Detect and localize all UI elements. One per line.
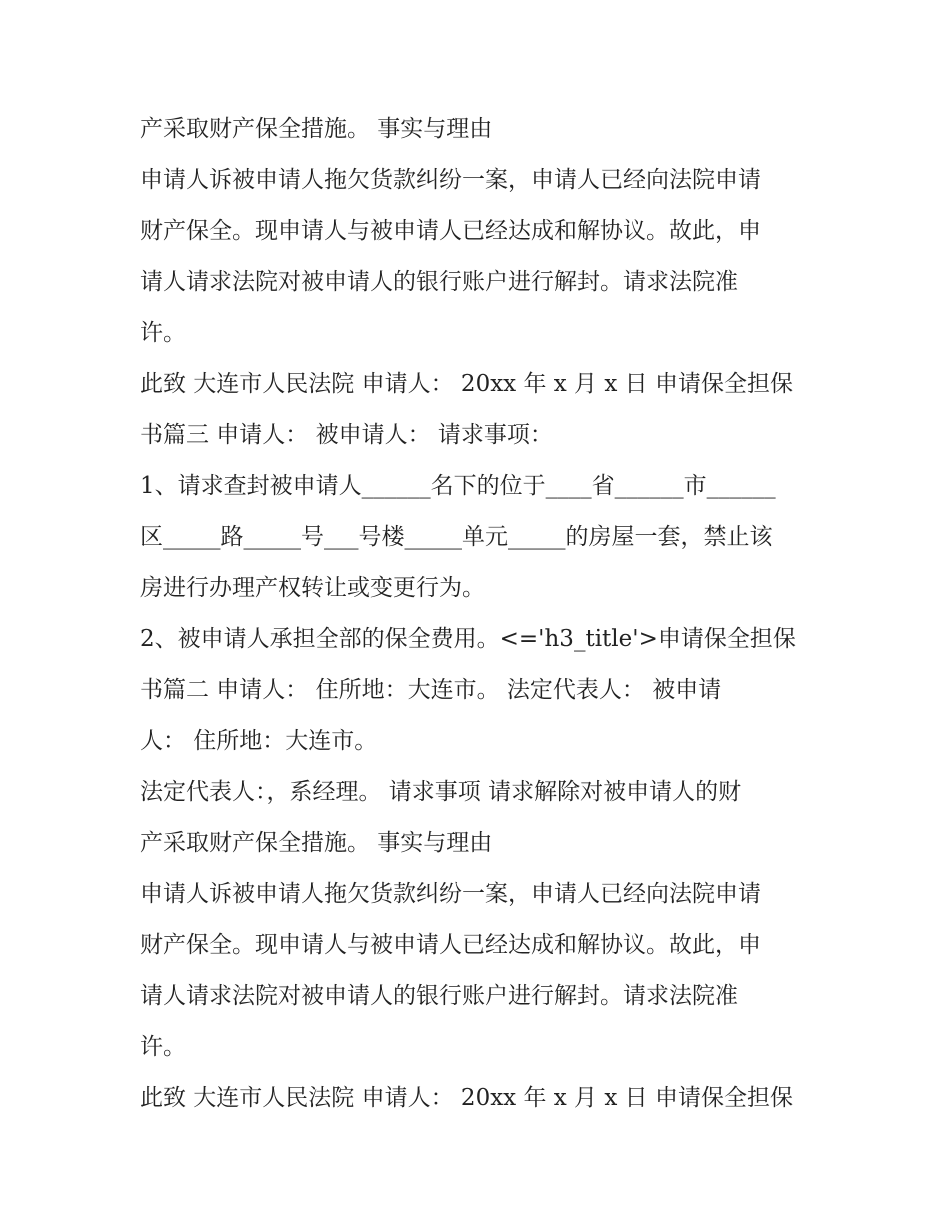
text-line-8: 1、请求查封被申请人______名下的位于____省______市______	[140, 473, 776, 499]
document-body	[140, 104, 820, 1124]
text-line-12: 书篇二 申请人： 住所地：大连市。 法定代表人： 被申请	[140, 677, 722, 703]
text-line-4: 请人请求法院对被申请人的银行账户进行解封。请求法院准	[140, 269, 738, 295]
text-line-16: 申请人诉被申请人拖欠货款纠纷一案，申请人已经向法院申请	[140, 881, 761, 907]
text-line-9: 区_____路_____号___号楼_____单元_____的房屋一套，禁止该	[140, 524, 773, 550]
text-line-17: 财产保全。现申请人与被申请人已经达成和解协议。故此，申	[140, 932, 761, 958]
text-line-1: 产采取财产保全措施。 事实与理由	[140, 116, 493, 142]
text-line-2: 申请人诉被申请人拖欠货款纠纷一案，申请人已经向法院申请	[140, 167, 761, 193]
text-line-6: 此致 大连市人民法院 申请人： 20xx 年 x 月 x 日 申请保全担保	[140, 371, 793, 397]
text-line-19: 许。	[140, 1034, 186, 1060]
text-line-18: 请人请求法院对被申请人的银行账户进行解封。请求法院准	[140, 983, 738, 1009]
text-line-11: 2、被申请人承担全部的保全费用。<='h3_title'>申请保全担保	[140, 626, 796, 652]
text-line-20: 此致 大连市人民法院 申请人： 20xx 年 x 月 x 日 申请保全担保	[140, 1085, 793, 1111]
text-line-3: 财产保全。现申请人与被申请人已经达成和解协议。故此，申	[140, 218, 761, 244]
text-line-7: 书篇三 申请人： 被申请人： 请求事项：	[140, 422, 553, 448]
text-line-10: 房进行办理产权转让或变更行为。	[140, 575, 485, 601]
text-line-5: 许。	[140, 320, 186, 346]
text-line-13: 人： 住所地：大连市。	[140, 728, 378, 754]
text-line-14: 法定代表人：，系经理。 请求事项 请求解除对被申请人的财	[140, 779, 742, 805]
text-line-15: 产采取财产保全措施。 事实与理由	[140, 830, 493, 856]
